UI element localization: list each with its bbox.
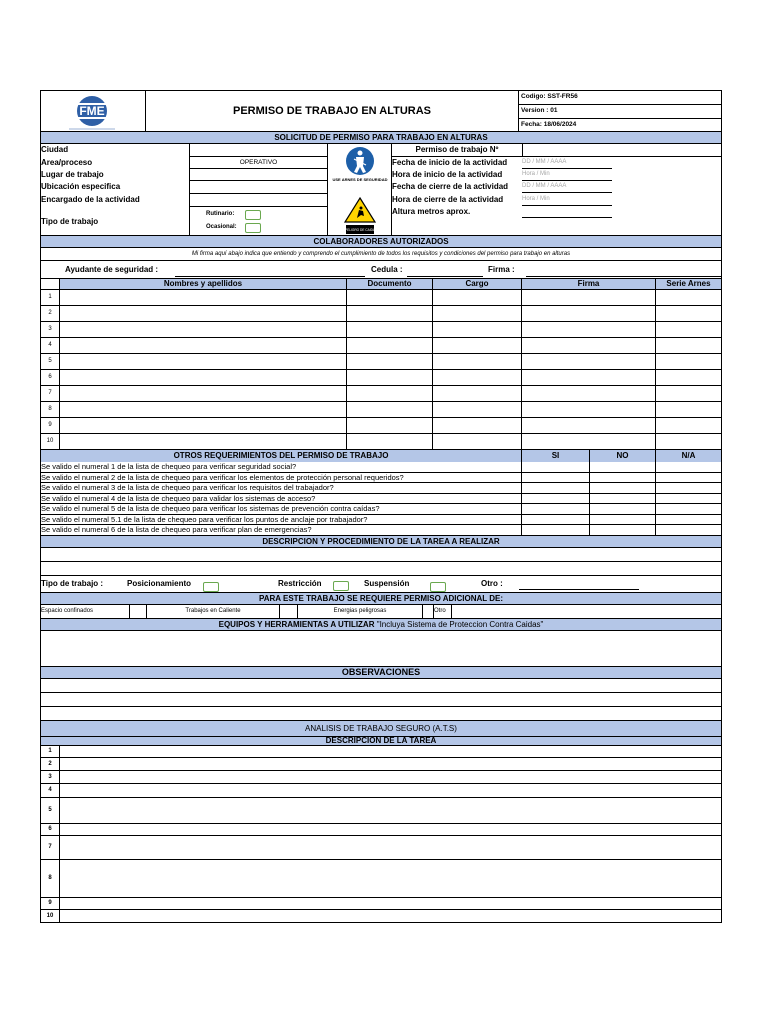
table-row [40,418,722,434]
rutinario-checkbox[interactable] [245,210,261,220]
solicitud-left [41,144,189,235]
table-cell[interactable] [346,434,432,449]
requirement-text: Se valido el numeral 3 de la lista de chequeo para verificar los requisitos del trabajador? [41,483,334,492]
colaboradores-band: COLABORADORES AUTORIZADOS [40,236,722,248]
requirement-row [40,483,722,494]
harness-icon [328,144,391,194]
ats-row-number: 1 [48,747,52,754]
observaciones-spacer [40,707,722,721]
col-firma-header: Firma [521,279,655,289]
encargado-field[interactable] [190,194,327,207]
otro-adicional-label: Otro [433,605,451,618]
svg-text:PELIGRO DE CAIDA: PELIGRO DE CAIDA [344,228,376,232]
table-cell[interactable] [655,290,721,305]
ats-row [40,771,722,784]
table-cell[interactable] [346,306,432,321]
energias-peligrosas-box[interactable] [422,605,433,618]
row-number: 5 [48,358,52,364]
table-cell[interactable] [432,402,521,417]
ats-task-field[interactable] [59,746,721,757]
no-cell[interactable] [589,504,655,514]
ats-row [40,758,722,771]
table-cell[interactable] [346,418,432,433]
ats-row [40,910,722,923]
fall-hazard-icon [328,194,391,235]
form-title-text: PERMISO DE TRABAJO EN ALTURAS [232,105,431,117]
si-cell[interactable] [521,462,589,472]
schedule-field[interactable]: DD / MM / AAAA [522,157,612,169]
table-row [40,402,722,418]
svg-text:FME: FME [79,104,105,118]
requirement-text: Se valido el numeral 6 de la lista de chequeo para verificar plan de emergencias? [41,525,312,534]
requirement-text: Se valido el numeral 1 de la lista de chequeo para verificar seguridad social? [41,462,297,471]
codigo-text: Codigo: SST-FR56 [519,91,721,105]
ats-task-field[interactable] [59,771,721,783]
descripcion-line-2[interactable] [40,562,722,576]
table-cell[interactable] [59,338,346,353]
schedule-field[interactable]: Hora / Min [522,194,612,206]
table-row [40,386,722,402]
rutinario-label: Rutinario: [206,211,235,217]
table-cell[interactable] [521,386,655,401]
descripcion-band: DESCRIPCION Y PROCEDIMIENTO DE LA TAREA A REALIZAR [40,536,722,548]
posicionamiento-checkbox[interactable] [203,582,219,592]
ats-row-number: 3 [48,773,52,780]
equipos-band [40,619,722,631]
ats-row [40,746,722,758]
no-cell[interactable] [589,473,655,483]
row-number: 7 [48,390,52,396]
ats-row [40,836,722,860]
table-cell[interactable] [655,354,721,369]
ciudad-field[interactable] [190,144,327,157]
table-row [40,338,722,354]
table-cell[interactable] [521,370,655,385]
permiso-no-label: Permiso de trabajo Nº [415,145,499,154]
equipos-band-title: EQUIPOS Y HERRAMIENTAS A UTILIZAR [218,619,375,629]
ats-row-number: 6 [48,825,52,832]
safety-icons [327,144,391,235]
solicitud-values [189,144,327,235]
ats-row-number: 10 [46,912,54,919]
energias-peligrosas-label: Energias peligrosas [297,605,422,618]
table-cell[interactable] [432,418,521,433]
otro-label: Otro : [481,578,503,588]
schedule-label: Altura metros aprox. [392,207,471,216]
area-field[interactable]: OPERATIVO [190,157,327,169]
table-row [40,306,722,322]
table-cell[interactable] [432,290,521,305]
logo-area [41,91,145,131]
table-row [40,370,722,386]
descripcion-line-1[interactable] [40,548,722,562]
ayudante-row [40,261,722,279]
solicitud-band: SOLICITUD DE PERMISO PARA TRABAJO EN ALTURAS [40,132,722,144]
si-cell[interactable] [521,525,589,535]
ats-task-field[interactable] [59,758,721,770]
ats-row [40,860,722,898]
row-number: 9 [48,422,52,428]
table-cell[interactable] [59,434,346,449]
requirement-row [40,462,722,473]
si-cell[interactable] [521,504,589,514]
schedule-row [392,206,721,220]
fecha-text: Fecha: 18/06/2024 [521,121,577,128]
col-serie-header: Serie Arnes [655,279,721,289]
na-cell[interactable] [655,504,721,514]
na-cell[interactable] [655,462,721,472]
adicional-row [40,605,722,619]
si-cell[interactable] [521,473,589,483]
requirement-text: Se valido el numeral 4 de la lista de chequeo para validar los sistemas de acceso? [41,493,316,503]
na-cell[interactable] [655,473,721,483]
lugar-field[interactable] [190,169,327,181]
company-logo [41,91,145,131]
schedule-row [392,169,721,181]
ats-row [40,824,722,836]
cedula-label: Cedula : [371,265,403,274]
encargado-label: Encargado de la actividad [41,195,140,204]
col-nombres-header: Nombres y apellidos [59,279,346,289]
trabajos-caliente-label: Trabajos en Caliente [146,605,279,618]
observaciones-line-1[interactable] [40,679,722,693]
ciudad-label: Ciudad [41,145,69,154]
table-cell[interactable] [59,306,346,321]
table-cell[interactable] [432,354,521,369]
adicional-band: PARA ESTE TRABAJO SE REQUIERE PERMISO ADICIONAL DE: [40,593,722,605]
table-row [40,354,722,370]
si-cell[interactable] [521,515,589,525]
table-cell[interactable] [521,322,655,337]
si-cell[interactable] [521,494,589,504]
table-row [40,290,722,306]
table-cell[interactable] [655,306,721,321]
requirement-text: Se valido el numeral 5.1 de la lista de chequeo para verificar los puntos de anclaje por trabajador? [41,514,368,524]
ats-row-number: 2 [48,760,52,767]
row-number: 6 [48,374,52,380]
col-num-header [41,279,59,289]
schedule-field[interactable] [522,206,612,218]
na-cell[interactable] [655,515,721,525]
table-cell[interactable] [655,338,721,353]
table-cell[interactable] [432,434,521,449]
ocasional-label: Ocasional: [206,224,237,230]
requirement-text: Se valido el numeral 5 de la lista de chequeo para verificar los sistemas de prevención contra caídas? [41,504,380,513]
table-cell[interactable] [346,402,432,417]
table-cell[interactable] [521,306,655,321]
equipos-band-note: "Incluya Sistema de Proteccion Contra Caidas" [374,619,544,629]
espacio-confinados-box[interactable] [129,605,146,618]
table-cell[interactable] [432,322,521,337]
table-cell[interactable] [346,338,432,353]
table-cell[interactable] [346,290,432,305]
table-cell[interactable] [432,370,521,385]
table-cell[interactable] [59,354,346,369]
espacio-confinados-label: Espacio confinados [41,607,94,614]
table-row [40,322,722,338]
ats-task-field[interactable] [59,798,721,823]
solicitud-section [40,144,722,236]
table-cell[interactable] [655,386,721,401]
lugar-label: Lugar de trabajo [41,170,104,179]
ats-task-field[interactable] [59,860,721,897]
table-cell[interactable] [655,402,721,417]
table-cell[interactable] [59,402,346,417]
suspension-label: Suspensión [364,578,410,588]
ayudante-label: Ayudante de seguridad : [65,265,159,274]
row-number: 8 [48,406,52,412]
schedule-label: Fecha de cierre de la actividad [392,182,509,191]
table-cell[interactable] [346,354,432,369]
table-cell[interactable] [432,306,521,321]
table-cell[interactable] [432,338,521,353]
requerimientos-band: OTROS REQUERIMIENTOS DEL PERMISO DE TRABAJO [41,450,521,462]
table-cell[interactable] [59,370,346,385]
no-cell[interactable] [589,462,655,472]
col-si-header: SI [521,450,589,462]
ats-row-number: 5 [48,806,52,813]
table-row [40,434,722,450]
table-cell[interactable] [655,322,721,337]
ats-sub-band: DESCRIPCION DE LA TAREA [40,737,722,746]
requirement-row [40,525,722,536]
form-header [40,90,722,132]
na-cell[interactable] [655,494,721,504]
colaboradores-note-row [40,248,722,261]
row-number: 10 [46,438,54,444]
no-cell[interactable] [589,525,655,535]
schedule-row [392,157,721,169]
form-meta [518,91,721,131]
si-cell[interactable] [521,483,589,493]
restriccion-label: Restricción [278,578,322,588]
firma-field[interactable] [526,276,722,277]
table-cell[interactable] [521,418,655,433]
table-cell[interactable] [521,434,655,449]
ats-row [40,798,722,824]
tipo-trabajo-row [40,576,722,593]
ubicacion-field[interactable] [190,181,327,194]
requirement-text: Se valido el numeral 2 de la lista de chequeo para verificar los elementos de protección personal requeridos? [41,472,404,482]
ats-task-field[interactable] [59,910,721,922]
version-text: Version : 01 [519,105,721,119]
tipo-trabajo-label-2: Tipo de trabajo : [41,578,104,588]
observaciones-band: OBSERVACIONES [40,667,722,679]
table-cell[interactable] [59,418,346,433]
table-cell[interactable] [521,354,655,369]
schedule-row [392,194,721,206]
na-cell[interactable] [655,483,721,493]
equipos-field[interactable] [40,631,722,667]
table-cell[interactable] [432,386,521,401]
col-cargo-header: Cargo [432,279,521,289]
schedule-label: Hora de inicio de la actividad [392,170,503,179]
solicitud-right [391,144,721,235]
row-number: 1 [48,294,52,300]
na-cell[interactable] [655,525,721,535]
restriccion-checkbox[interactable] [333,581,349,591]
table-cell[interactable] [346,386,432,401]
otro-adicional-field[interactable] [451,605,721,618]
row-number: 3 [48,326,52,332]
posicionamiento-label: Posicionamiento [127,578,192,588]
requirement-row [40,504,722,515]
permiso-no-field[interactable] [522,144,721,156]
row-number: 2 [48,310,52,316]
svg-text:USE ARNES DE SEGURIDAD: USE ARNES DE SEGURIDAD [332,177,388,182]
table-cell[interactable] [655,418,721,433]
requirement-row [40,515,722,526]
table-cell[interactable] [346,322,432,337]
requirement-row [40,473,722,484]
no-cell[interactable] [589,515,655,525]
colaboradores-header [40,279,722,290]
ats-band: ANALISIS DE TRABAJO SEGURO (A.T.S) [40,721,722,737]
firma-label: Firma : [488,265,515,274]
schedule-row [392,181,721,194]
ats-row [40,898,722,910]
ocasional-checkbox[interactable] [245,223,261,233]
table-cell[interactable] [59,290,346,305]
ats-row-number: 4 [48,786,52,793]
no-cell[interactable] [589,483,655,493]
schedule-label: Hora de cierre de la actividad [392,195,504,204]
table-cell[interactable] [655,370,721,385]
ats-task-field[interactable] [59,836,721,859]
ats-row-number: 7 [48,843,52,850]
ats-row-number: 8 [48,874,52,881]
schedule-field[interactable]: Hora / Min [522,169,612,181]
table-cell[interactable] [521,290,655,305]
otro-field[interactable] [519,589,639,590]
colaboradores-note: Mi firma aquí abajo indica que entiendo y comprendo el cumplimiento de todos los requisitos y condiciones del permiso para trabajo en alturas [191,251,571,257]
requerimientos-header [40,450,722,462]
work-permit-form [40,90,722,923]
schedule-field[interactable]: DD / MM / AAAA [522,181,612,193]
ats-task-field[interactable] [59,898,721,909]
no-cell[interactable] [589,494,655,504]
table-cell[interactable] [521,338,655,353]
table-cell[interactable] [59,322,346,337]
table-cell[interactable] [655,434,721,449]
table-cell[interactable] [346,370,432,385]
col-documento-header: Documento [346,279,432,289]
suspension-checkbox[interactable] [430,582,446,592]
schedule-label: Fecha de inicio de la actividad [392,158,508,167]
col-no-header: NO [589,450,655,462]
area-label: Area/proceso [41,158,93,167]
ats-row [40,784,722,798]
observaciones-line-2[interactable] [40,693,722,707]
ats-task-field[interactable] [59,824,721,835]
ats-row-number: 9 [48,899,52,906]
ayudante-field[interactable] [175,276,365,277]
cedula-field[interactable] [407,276,483,277]
table-cell[interactable] [59,386,346,401]
tipo-trabajo-label: Tipo de trabajo [41,217,99,226]
row-number: 4 [48,342,52,348]
table-cell[interactable] [521,402,655,417]
trabajos-caliente-box[interactable] [279,605,297,618]
col-na-header: N/A [655,450,721,462]
ats-task-field[interactable] [59,784,721,797]
requirement-row [40,494,722,505]
form-title [145,91,518,131]
ubicacion-label: Ubicación especifica [41,182,121,191]
